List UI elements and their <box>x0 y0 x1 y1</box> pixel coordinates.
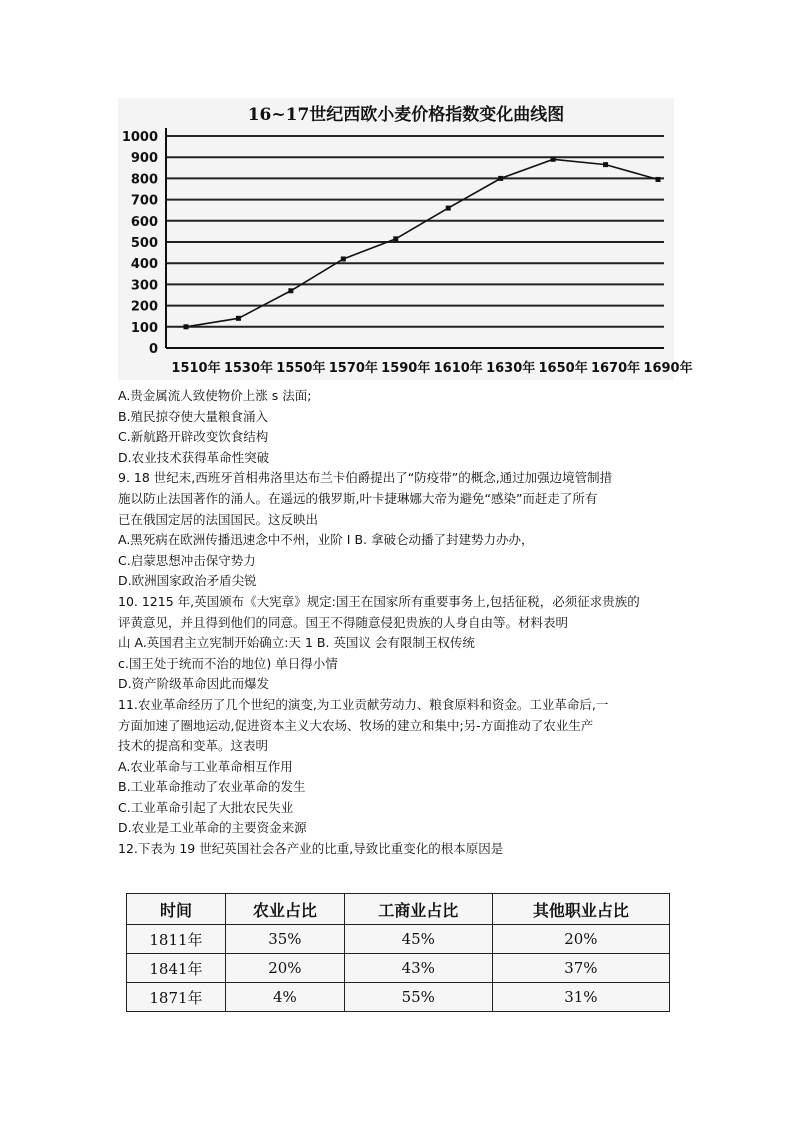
q8-option-c: C.新航路开辟改变饮食结构 <box>118 429 269 445</box>
q11-option-c: C.工业革命引起了大批农民失业 <box>118 799 294 815</box>
x-tick-label: 1670年 <box>590 361 641 376</box>
y-tick-label: 700 <box>130 193 158 209</box>
table-header-cell: 农业占比 <box>225 894 344 925</box>
q10-stem-line: 10. 1215 年,英国颁布《大宪章》规定:国王在国家所有重要事务上,包括征税，必须征求贵族的 <box>118 593 640 609</box>
data-point <box>656 177 661 182</box>
y-tick-label: 400 <box>130 257 158 273</box>
q8-option-b: B.殖民掠夺使大量粮食涌入 <box>118 408 269 424</box>
q10-option-d: D.资产阶级革命因此而爆发 <box>118 676 270 692</box>
table-cell: 43% <box>344 954 492 983</box>
table-cell: 35% <box>225 925 344 954</box>
data-point <box>551 157 556 162</box>
q9-stem-line: 9. 18 世纪末,西班牙首相弗洛里达布兰卡伯爵提出了“防疫带”的概念,通过加强边境管制措 <box>118 470 613 486</box>
x-tick-label: 1510年 <box>171 361 221 376</box>
table-cell: 55% <box>344 983 492 1012</box>
table-header-cell: 其他职业占比 <box>492 894 669 925</box>
q11-stem-line: 技术的提高和变革。这表明 <box>118 738 269 754</box>
table-cell: 1811年 <box>127 925 226 954</box>
x-tick-label: 1650年 <box>538 361 588 376</box>
wheat-price-chart <box>118 98 693 380</box>
x-tick-label: 1690年 <box>643 361 693 376</box>
y-tick-label: 200 <box>130 299 158 315</box>
x-tick-label: 1570年 <box>328 361 378 376</box>
x-tick-label: 1530年 <box>223 361 274 376</box>
q8-option-a: A.贵金属流人致使物价上涨 s 法面; <box>118 388 312 403</box>
table-cell: 45% <box>344 925 492 954</box>
table-row <box>127 925 670 954</box>
chart-title: 16~17世纪西欧小麦价格指数变化曲线图 <box>247 105 565 125</box>
q11-stem-line: 11.农业革命经历了几个世纪的演变,为工业贡献劳动力、粮食原料和资金。工业革命后,一 <box>118 696 609 712</box>
table-cell: 20% <box>492 925 669 954</box>
q11-stem-line: 方面加速了圈地运动,促进资本主义大农场、牧场的建立和集中;另-方面推动了农业生产 <box>118 717 594 733</box>
table-row <box>127 954 670 983</box>
chart-canvas <box>118 98 693 380</box>
y-tick-label: 500 <box>130 236 158 251</box>
x-tick-label: 1610年 <box>433 361 483 376</box>
x-tick-label: 1630年 <box>486 361 536 376</box>
q11-option-b: B.工业革命推动了农业革命的发生 <box>118 779 306 795</box>
table-row <box>127 983 670 1012</box>
table-header-cell: 时间 <box>127 894 226 925</box>
data-point <box>393 236 398 241</box>
y-tick-label: 600 <box>130 214 158 230</box>
y-tick-label: 0 <box>148 342 158 357</box>
y-tick-label: 300 <box>130 278 158 294</box>
series-line <box>186 159 658 326</box>
data-point <box>288 288 293 293</box>
table-cell: 1841年 <box>127 954 226 983</box>
q9-option-ab: A.黑死病在欧洲传播迅速念中不州，业阶 I B. 拿破仑动播了封建势力办办， <box>118 532 534 548</box>
table-cell: 1871年 <box>127 983 226 1012</box>
industry-share-table <box>126 893 670 1012</box>
table-header-cell: 工商业占比 <box>344 894 492 925</box>
table-cell: 20% <box>225 954 344 983</box>
q12-stem: 12.下表为 19 世纪英国社会各产业的比重,导致比重变化的根本原因是 <box>118 841 504 857</box>
data-point <box>236 316 241 321</box>
y-tick-label: 900 <box>130 151 158 167</box>
q9-option-d: D.欧洲国家政治矛盾尖锐 <box>118 573 257 589</box>
q11-option-d: D.农业是工业革命的主要资金来源 <box>118 820 307 836</box>
question-block <box>118 386 678 860</box>
table-cell: 37% <box>492 954 669 983</box>
q10-option-ab: 山 A.英国君主立宪制开始确立:天 1 B. 英国议 会有限制王权传统 <box>118 635 475 651</box>
table-cell: 31% <box>492 983 669 1012</box>
data-point <box>498 176 503 181</box>
y-tick-label: 800 <box>130 172 158 188</box>
q10-stem-line: 评黄意见，并且得到他们的同意。国王不得随意侵犯贵族的人身自由等。材料表明 <box>118 614 569 630</box>
y-tick-label: 1000 <box>121 130 158 145</box>
data-point <box>603 162 608 167</box>
data-point <box>446 206 451 211</box>
data-point <box>184 324 189 329</box>
x-tick-label: 1590年 <box>381 361 431 376</box>
q9-stem-line: 施以防止法国著作的涌人。在遥远的俄罗斯,叶卡捷琳娜大帝为避免“感染”而赶走了所有 <box>118 490 598 506</box>
data-point <box>341 256 346 261</box>
y-tick-label: 100 <box>130 320 158 336</box>
table-cell: 4% <box>225 983 344 1012</box>
x-tick-label: 1550年 <box>276 361 326 376</box>
q8-option-d: D.农业技术获得革命性突破 <box>118 449 270 465</box>
q9-stem-line: 已在俄国定居的法国国民。这反映出 <box>118 511 319 527</box>
q11-option-a: A.农业革命与工业革命相互作用 <box>118 758 293 774</box>
q9-option-c: C.启蒙思想冲击保守势力 <box>118 552 256 568</box>
table-header-row <box>127 894 670 925</box>
q10-option-c: c.国王处于统而不治的地位) 单日得小情 <box>118 655 338 671</box>
